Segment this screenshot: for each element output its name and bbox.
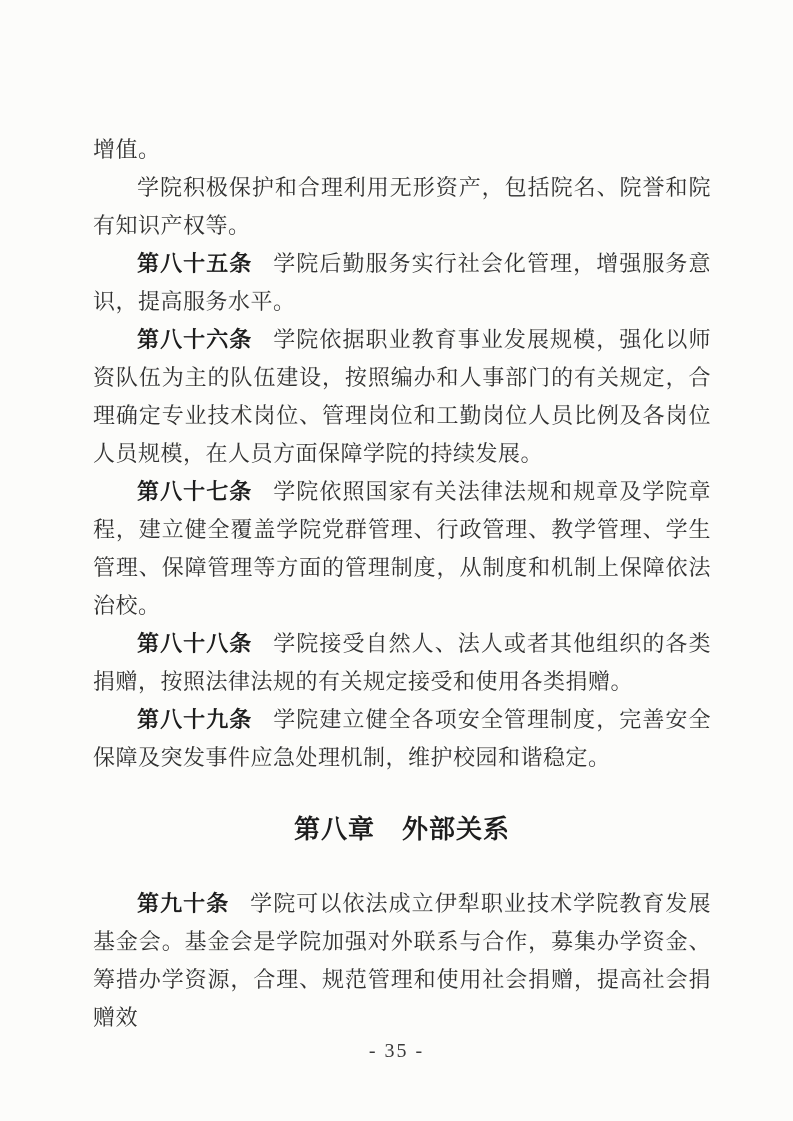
- article-87-text: 学院依照国家有关法律法规和规章及学院章程，建立健全覆盖学院党群管理、行政管理、教学管理、学生管理、保障管理等方面的管理制度，从制度和机制上保障依法治校。: [93, 479, 711, 618]
- article-85-term: 第八十五条: [137, 251, 253, 276]
- article-87: [93, 473, 711, 625]
- article-86-term: 第八十六条: [137, 327, 253, 352]
- article-90-term: 第九十条: [137, 891, 230, 916]
- article-90: [93, 885, 711, 1037]
- page-number: - 35 -: [368, 1040, 425, 1062]
- paragraph-intangible-assets: 学院积极保护和合理利用无形资产，包括院名、院誉和院有知识产权等。: [93, 175, 711, 238]
- article-89-term: 第八十九条: [137, 707, 253, 732]
- article-88-text: 学院接受自然人、法人或者其他组织的各类捐赠，按照法律法规的有关规定接受和使用各类捐赠。: [93, 631, 711, 694]
- article-89: [93, 701, 711, 777]
- article-90-text: 学院可以依法成立伊犁职业技术学院教育发展基金会。基金会是学院加强对外联系与合作，募集办学资金、筹措办学资源，合理、规范管理和使用社会捐赠，提高社会捐赠效: [93, 891, 711, 1030]
- chapter-8-heading: 第八章 外部关系: [293, 814, 510, 844]
- article-85-text: 学院后勤服务实行社会化管理，增强服务意识，提高服务水平。: [93, 251, 711, 314]
- article-87-term: 第八十七条: [137, 479, 253, 504]
- article-85: [93, 245, 711, 321]
- page-content: [93, 131, 711, 1037]
- article-86-text: 学院依据职业教育事业发展规模，强化以师资队伍为主的队伍建设，按照编办和人事部门的有关规定，合理确定专业技术岗位、管理岗位和工勤岗位人员比例及各岗位人员规模，在人员方面保障学院的持续发展。: [93, 327, 711, 466]
- article-88-term: 第八十八条: [137, 631, 253, 656]
- article-88: [93, 625, 711, 701]
- article-86: [93, 321, 711, 473]
- article-89-text: 学院建立健全各项安全管理制度，完善安全保障及突发事件应急处理机制，维护校园和谐稳定。: [93, 707, 711, 770]
- paragraph-continuation-zengzhi: 增值。: [93, 137, 161, 162]
